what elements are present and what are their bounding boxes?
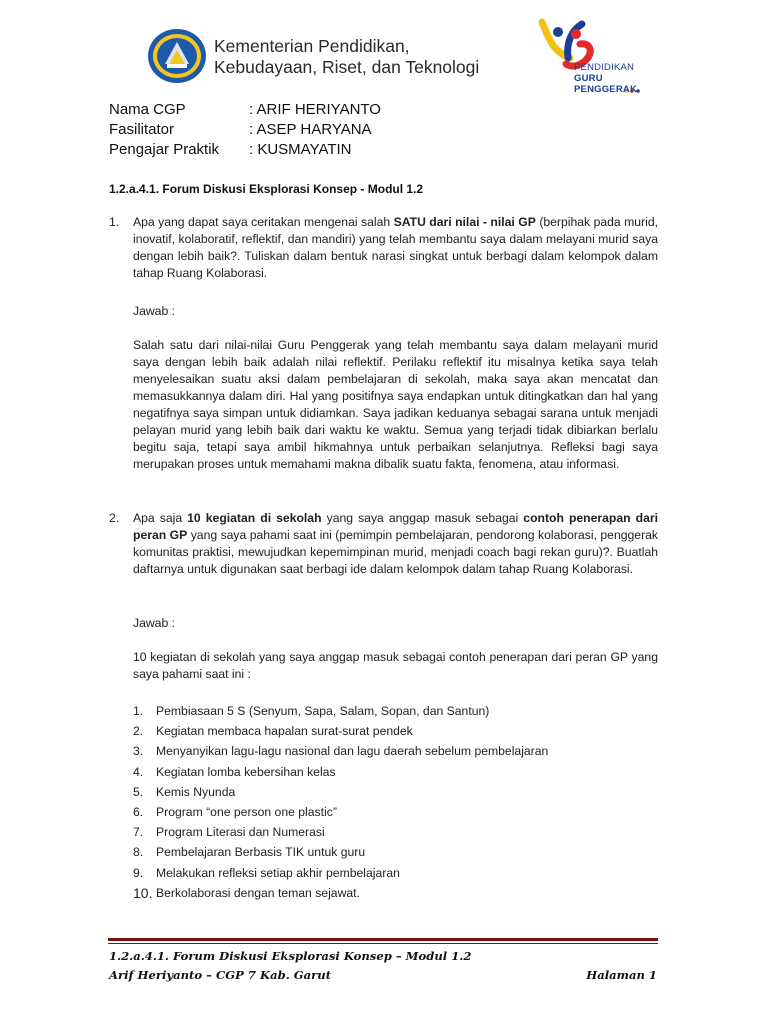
- kemdikbud-logo: [147, 28, 207, 84]
- ministry-name: Kementerian Pendidikan, Kebudayaan, Riset, dan Teknologi: [214, 36, 480, 77]
- info-value: : ASEP HARYANA: [249, 121, 372, 138]
- answer-text: Salah satu dari nilai-nilai Guru Penggerak yang telah membantu saya dalam melayani murid saya dengan lebih baik adalah nilai reflektif. Perilaku reflektif itu misalnya ketika saya telah menyelesaikan suatu aksi dalam pembelajaran di sekolah, maka saya akan mencatat dan memasukkannya dalam diri. Hal yang positifnya saya endapkan untuk ditingkatkan dan hal yang negatifnya saya simpan untuk didiamkan. Saya jadikan keduanya sebagai sarana untuk menjadi pelayan murid yang lebih baik dari waktu ke waktu. Semua yang terjadi tidak dibiarkan berlalu begitu saja, tetapi saya ambil hikmahnya untuk perbaikan selanjutnya. Refleksi bagi saya merupakan proses untuk memahami makna dibalik suatu fakta, fenomena, atau informasi.: [133, 338, 658, 471]
- page-number: Halaman 1: [586, 968, 657, 982]
- list-item: 7. Program Literasi dan Numerasi: [133, 825, 325, 840]
- list-item: 4. Kegiatan lomba kebersihan kelas: [133, 764, 336, 779]
- activity-list: [133, 701, 548, 903]
- question-prompt: Apa yang dapat saya ceritakan mengenai salah SATU dari nilai - nilai GP (berpihak pada murid, inovatif, kolaboratif, reflektif, dan mandiri) yang telah membantu saya dalam melayani murid saya dengan lebih baik?. Tuliskan dalam bentuk narasi singkat untuk berbagi dalam kelompok dalam tahap Ruang Kolaborasi.: [133, 215, 658, 280]
- question-number: 1.: [109, 215, 120, 229]
- footer-author-row: [109, 968, 657, 982]
- list-item: 10. Berkolaborasi dengan teman sejawat.: [133, 884, 360, 901]
- info-label: Fasilitator: [109, 121, 175, 138]
- identity-block: [109, 100, 381, 160]
- list-item: 3. Menyanyikan lagu-lagu nasional dan lagu daerah sebelum pembelajaran: [133, 744, 549, 759]
- list-item: 2. Kegiatan membaca hapalan surat-surat pendek: [133, 724, 413, 739]
- list-item: 8. Pembelajaran Berbasis TIK untuk guru: [133, 845, 366, 860]
- jawab-label: Jawab :: [133, 304, 176, 318]
- question-number: 2.: [109, 511, 120, 525]
- list-item: 5. Kemis Nyunda: [133, 784, 236, 799]
- footer-title: 1.2.a.4.1. Forum Diskusi Eksplorasi Konsep – Modul 1.2: [109, 949, 472, 963]
- footer-divider: [108, 938, 658, 941]
- footer-author: Arif Heriyanto – CGP 7 Kab. Garut: [109, 968, 332, 982]
- info-label: Nama CGP: [109, 101, 186, 118]
- guru-penggerak-wordmark: PENDIDIKAN GURU PENGGERAK: [574, 62, 638, 95]
- answer-intro: 10 kegiatan di sekolah yang saya anggap masuk sebagai contoh penerapan dari peran GP yang saya pahami saat ini :: [133, 650, 658, 681]
- list-item: 9. Melakukan refleksi setiap akhir pembelajaran: [133, 865, 400, 880]
- list-item: 1. Pembiasaan 5 S (Senyum, Sapa, Salam, Sopan, dan Santun): [133, 704, 490, 718]
- footer-divider-thin: [108, 943, 658, 944]
- list-item: 6. Program “one person one plastic”: [133, 804, 337, 819]
- question-prompt: Apa saja 10 kegiatan di sekolah yang saya anggap masuk sebagai contoh penerapan dari peran GP yang saya pahami saat ini (pemimpin pembelajaran, pendorong kolaborasi, penggerak komunitas praktisi, mewujudkan kepemimpinan murid, menjadi coach bagi rekan guru)?. Buatlah daftarnya untuk digunakan saat berbagi ide dalam kelompok dalam tahap Ruang Kolaborasi.: [133, 511, 659, 576]
- jawab-label: Jawab :: [133, 616, 176, 630]
- info-row-fasilitator: [109, 120, 381, 140]
- info-label: Pengajar Praktik: [109, 141, 220, 158]
- info-row-nama: [109, 100, 381, 120]
- info-value: : KUSMAYATIN: [249, 141, 352, 158]
- info-row-pengajar: [109, 140, 381, 160]
- section-title: 1.2.a.4.1. Forum Diskusi Eksplorasi Konsep - Modul 1.2: [109, 182, 424, 196]
- info-value: : ARIF HERIYANTO: [249, 101, 381, 118]
